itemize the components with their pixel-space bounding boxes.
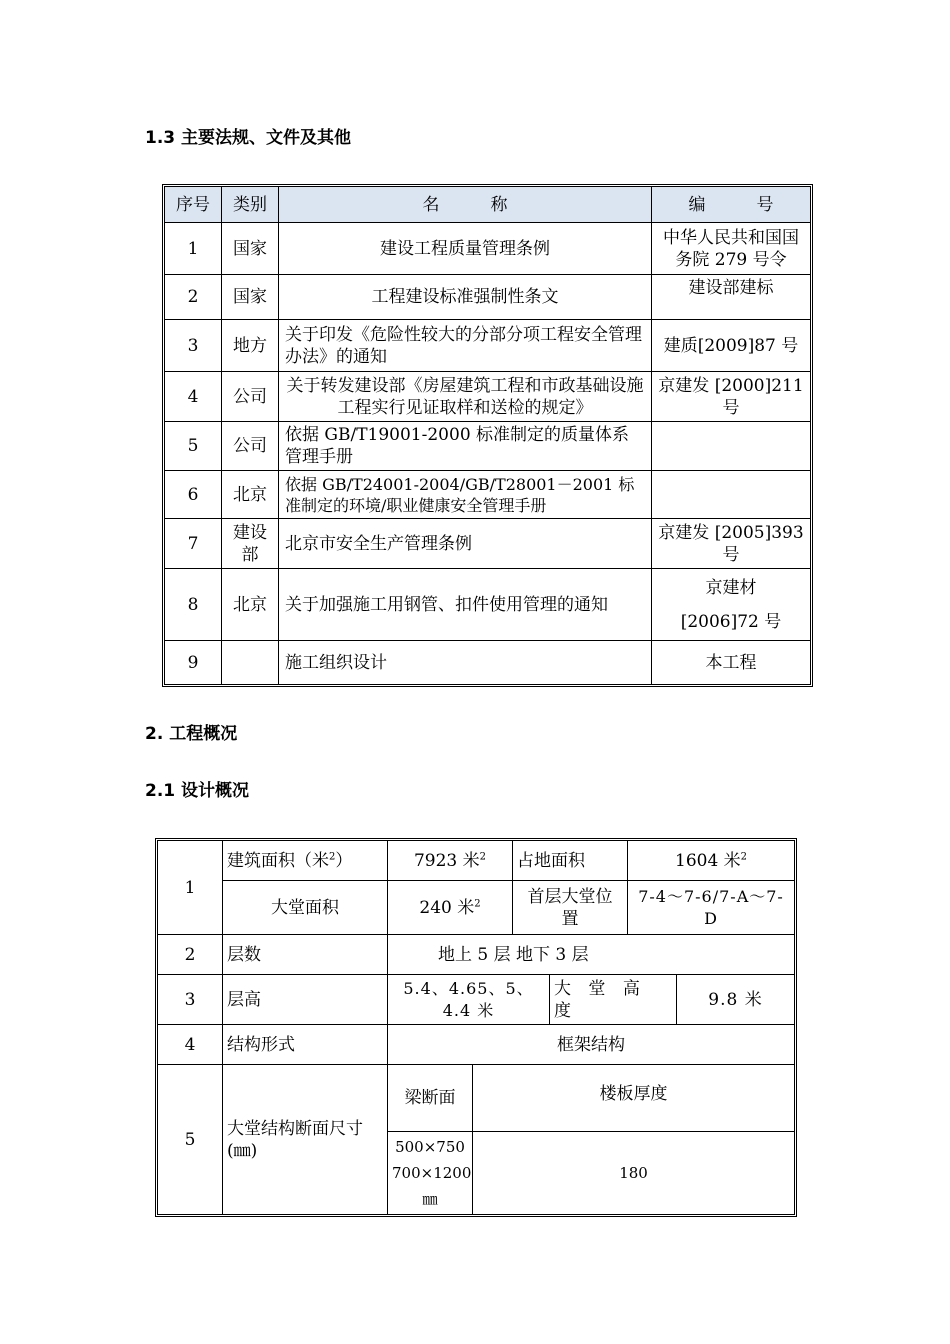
table-row [158,1025,795,1065]
row-code: 建设部建标 [652,275,811,320]
unit-superscript: 2 [740,850,748,862]
design-overview-table [157,840,795,1215]
lobby-position-value: 7-4～7-6/7-A～7-D [628,881,795,935]
table-row [158,841,795,881]
lobby-height-value: 9.8 米 [677,975,795,1025]
floor-height-value: 5.4、4.65、5、4.4 米 [388,975,550,1025]
row-category: 地方 [222,320,279,372]
row-category: 国家 [222,223,279,275]
section-heading-2: 2. 工程概况 [145,724,238,744]
table-row [165,422,811,471]
unit-superscript: 2 [474,897,481,909]
table-row [165,223,811,275]
row-no: 1 [165,223,222,275]
row-code: 本工程 [652,641,811,685]
table-row [158,935,795,975]
row-category [222,641,279,685]
row-category: 公司 [222,372,279,422]
lobby-area-value-text: 240 米 [419,897,475,918]
table-row [165,569,811,641]
row-name: 关于转发建设部《房屋建筑工程和市政基础设施工程实行见证取样和送检的规定》 [279,372,652,422]
table-row [165,471,811,519]
lobby-area-value [388,881,513,935]
table-row [165,519,811,569]
row-no: 5 [165,422,222,471]
row-no: 2 [165,275,222,320]
slab-thickness-value: 180 [473,1132,795,1215]
lobby-height-label: 大 堂 高 度 [550,975,677,1025]
row-name: 施工组织设计 [279,641,652,685]
site-area-label: 占地面积 [513,841,628,881]
row-code [652,422,811,471]
beam-section-label: 梁断面 [388,1065,473,1132]
floors-label: 层数 [223,935,388,975]
site-area-value [628,841,795,881]
row-no: 8 [165,569,222,641]
unit-superscript: 2 [329,850,336,862]
row-code: 中华人民共和国国务院 279 号令 [652,223,811,275]
row-category: 国家 [222,275,279,320]
table-row [158,975,795,1025]
unit-superscript: 2 [479,850,487,862]
row-code [652,569,811,641]
beam-section-unit: ㎜ [422,1190,438,1208]
header-category: 类别 [222,187,279,223]
table-row [165,320,811,372]
row-code-line1: 京建材 [705,577,757,598]
building-area-value [388,841,513,881]
building-area-label-text: 建筑面积（米 [227,850,329,871]
beam-section-value [388,1132,473,1215]
row-name: 北京市安全生产管理条例 [279,519,652,569]
row-no: 4 [165,372,222,422]
header-name: 名 称 [279,187,652,223]
row-no: 9 [165,641,222,685]
regulations-table [164,186,811,685]
row-category: 北京 [222,471,279,519]
lobby-area-label: 大堂面积 [223,881,388,935]
header-code: 编 号 [652,187,811,223]
row-code: 京建发 [2000]211 号 [652,372,811,422]
row-name: 建设工程质量管理条例 [279,223,652,275]
row-category: 北京 [222,569,279,641]
beam-section-value-2: 700×1200 [392,1164,472,1182]
row-no: 3 [165,320,222,372]
beam-section-value-1: 500×750 [395,1138,465,1156]
row-name: 工程建设标准强制性条文 [279,275,652,320]
row-no: 2 [158,935,223,975]
section-heading-2-1: 2.1 设计概况 [145,781,250,801]
row-name: 关于加强施工用钢管、扣件使用管理的通知 [279,569,652,641]
floors-value: 地上 5 层 地下 3 层 [388,935,795,975]
row-no: 1 [158,841,223,935]
row-code-line2: [2006]72 号 [680,611,782,632]
row-code [652,471,811,519]
floor-height-label: 层高 [223,975,388,1025]
slab-thickness-label: 楼板厚度 [473,1065,795,1132]
structure-label: 结构形式 [223,1025,388,1065]
row-no: 6 [165,471,222,519]
table-row [165,372,811,422]
structure-value: 框架结构 [388,1025,795,1065]
row-no: 3 [158,975,223,1025]
row-name: 依据 GB/T19001-2000 标准制定的质量体系管理手册 [279,422,652,471]
header-no: 序号 [165,187,222,223]
row-name: 依据 GB/T24001-2004/GB/T28001－2001 标准制定的环境/职业健康安全管理手册 [279,471,652,519]
row-category: 公司 [222,422,279,471]
table-header-row [165,187,811,223]
site-area-value-text: 1604 米 [675,850,741,871]
table-row [165,275,811,320]
section-size-label: 大堂结构断面尺寸(㎜) [223,1065,388,1215]
section-heading-1-3: 1.3 主要法规、文件及其他 [145,128,352,148]
row-no: 4 [158,1025,223,1065]
row-no: 7 [165,519,222,569]
building-area-label [223,841,388,881]
row-category: 建设部 [222,519,279,569]
table-row [165,641,811,685]
row-name: 关于印发《危险性较大的分部分项工程安全管理办法》的通知 [279,320,652,372]
lobby-position-label: 首层大堂位置 [513,881,628,935]
row-no: 5 [158,1065,223,1215]
row-code: 京建发 [2005]393 号 [652,519,811,569]
row-code: 建质[2009]87 号 [652,320,811,372]
table-row [158,881,795,935]
building-area-value-text: 7923 米 [413,850,480,871]
building-area-label-close: ） [335,850,353,871]
table-row [158,1065,795,1132]
